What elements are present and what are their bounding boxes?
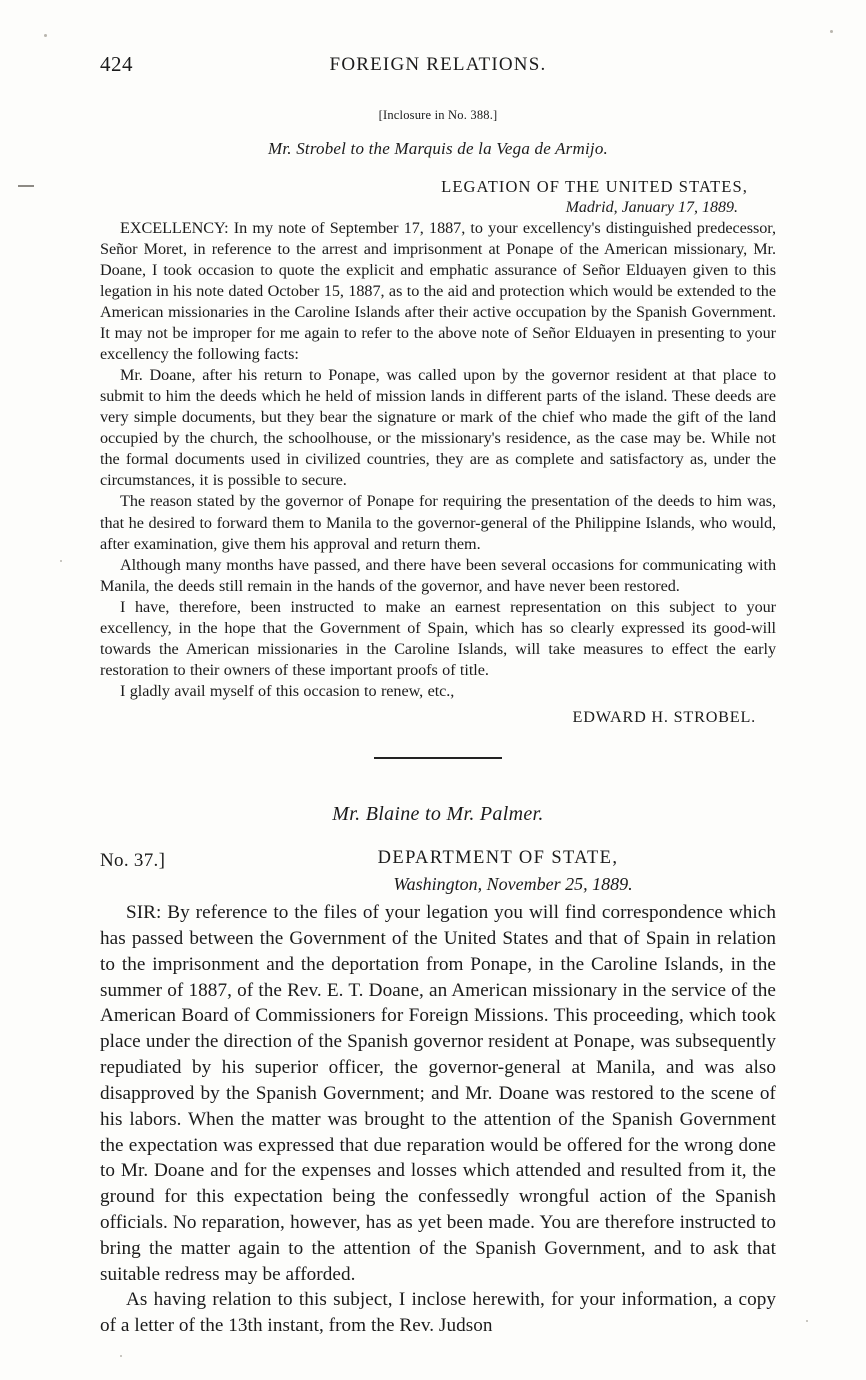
scan-edge-mark xyxy=(18,185,34,187)
signature-strobel: EDWARD H. STROBEL. xyxy=(572,708,756,727)
inclosure-note: [Inclosure in No. 388.] xyxy=(378,108,498,122)
paragraph: I have, therefore, been instructed to make an earnest representation on this subject to your excellency, in the hope that the Government of Spain, which has so clearly expressed its good-will towards the American missionaries in the Caroline Islands, will take measures to effect the early restoration to their owners of these important proofs of title. xyxy=(100,597,776,679)
dateline-date: Washington, November 25, 1889. xyxy=(393,874,633,895)
page-header xyxy=(100,52,776,86)
paragraph: Although many months have passed, and there have been several occasions for communicating with Manila, the deeds still remain in the hands of the governor, and have never been restored. xyxy=(100,555,776,595)
running-head: FOREIGN RELATIONS. xyxy=(329,54,547,75)
scan-speck xyxy=(830,30,833,33)
scan-speck xyxy=(44,34,47,37)
dateline-date: Madrid, January 17, 1889. xyxy=(565,198,738,216)
dateline-blaine xyxy=(100,848,776,900)
scan-speck xyxy=(120,1355,122,1357)
document-body-blaine xyxy=(100,900,776,1339)
document-title-strobel: Mr. Strobel to the Marquis de la Vega de Armijo. xyxy=(268,139,608,158)
document-body-strobel xyxy=(100,218,776,702)
dateline-place: DEPARTMENT OF STATE, xyxy=(377,848,619,869)
paragraph: I gladly avail myself of this occasion to renew, etc., xyxy=(120,682,455,700)
despatch-number: No. 37.] xyxy=(100,850,166,872)
scan-speck xyxy=(60,560,62,562)
paragraph: EXCELLENCY: In my note of September 17, 1887, to your excellency's distinguished predecessor, Señor Moret, in reference to the arrest and imprisonment at Ponape of the American missionary, Mr. Doane, I took occasion to quote the explicit and emphatic assurance of Señor Elduayen given to this legation in his note dated October 15, 1887, as to the aid and protection which would be extended to the American missionaries in the Caroline Islands after their active occupation by the Spanish Government. It may not be improper for me again to refer to the above note of Señor Elduayen in presenting to your excellency the following facts: xyxy=(100,218,776,363)
paragraph: The reason stated by the governor of Ponape for requiring the presentation of the deeds to him was, that he desired to forward them to Manila to the governor-general of the Philippine Islands, who would, after examination, give them his approval and return them. xyxy=(100,492,776,553)
paragraph: Mr. Doane, after his return to Ponape, was called upon by the governor resident at that place to submit to him the deeds which he held of mission lands in different parts of the island. These deeds are very simple documents, but they bear the signature or mark of the chief who made the gift of the land occupied by the church, the schoolhouse, or the missionary's residence, as the case may be. While not the formal documents used in civilized countries, they are as complete and satisfactory as, under the circumstances, it is possible to secure. xyxy=(100,366,776,490)
paragraph: As having relation to this subject, I inclose herewith, for your information, a copy of a letter of the 13th instant, from the Rev. Judson xyxy=(100,1289,776,1337)
paragraph: SIR: By reference to the files of your legation you will find correspondence which has passed between the Government of the United States and that of Spain in relation to the imprisonment and the deportation from Ponape, in the Caroline Islands, in the summer of 1887, of the Rev. E. T. Doane, an American missionary in the service of the American Board of Commissioners for Foreign Missions. This proceeding, which took place under the direction of the Spanish governor resident at Ponape, was subsequently repudiated by his superior officer, the governor-general at Manila, and was also disapproved by the Spanish Government; and Mr. Doane was restored to the scene of his labors. When the matter was brought to the attention of the Spanish Government the expectation was expressed that due reparation would be offered for the wrong done to Mr. Doane and for the expenses and losses which attended and resulted from it, the ground for this expectation being the confessedly wrongful action of the Spanish officials. No reparation, however, has as yet been made. You are therefore instructed to bring the matter again to the attention of the Spanish Government, and to ask that suitable redress may be afforded. xyxy=(100,902,776,1285)
dateline-place: LEGATION OF THE UNITED STATES, xyxy=(441,177,748,196)
page-content xyxy=(100,52,776,1339)
scan-speck xyxy=(806,1320,808,1322)
section-divider xyxy=(374,757,502,759)
page-number: 424 xyxy=(100,52,133,76)
document-title-blaine: Mr. Blaine to Mr. Palmer. xyxy=(332,803,544,826)
dateline-strobel xyxy=(100,177,776,218)
